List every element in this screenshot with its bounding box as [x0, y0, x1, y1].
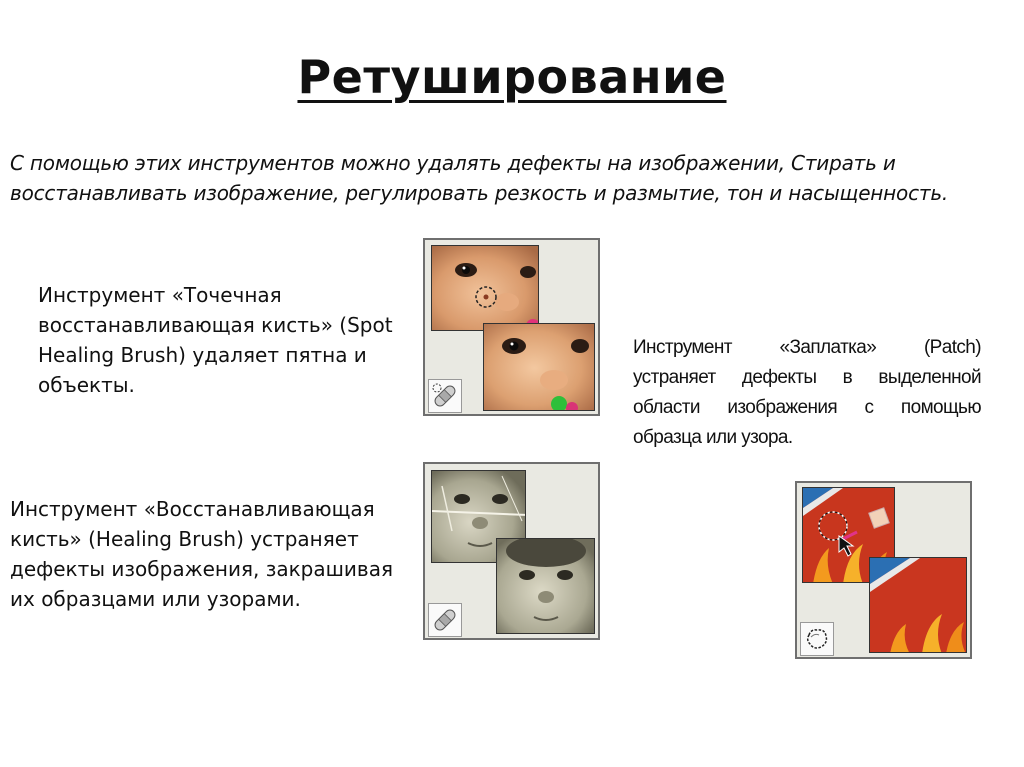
- before-photo: [431, 245, 539, 331]
- patch-icon: [800, 622, 834, 656]
- after-photo: [869, 557, 967, 653]
- patch-tool-description: Инструмент «Заплатка» (Patch) устраняет дефекты в выделенной области изображения с помощью образца или узора.: [633, 337, 981, 448]
- healing-brush-figure: [423, 462, 600, 640]
- bandage-icon: [428, 603, 462, 637]
- spot-healing-figure: [423, 238, 600, 416]
- bandage-icon: [428, 379, 462, 413]
- intro-text: С помощью этих инструментов можно удалять дефекты на изображении, Стирать и восстанавливать изображение, регулировать резкость и размытие, тон и насыщенность.: [10, 151, 949, 205]
- after-photo: [483, 323, 595, 411]
- healing-brush-description: Инструмент «Восстанавливающая кисть» (Healing Brush) устраняет дефекты изображения, закрашивая их образцами или узорами.: [10, 497, 394, 611]
- slide-title: Ретуширование: [297, 50, 727, 104]
- patch-tool-figure: [795, 481, 972, 659]
- spot-healing-description: Инструмент «Точечная восстанавливающая кисть» (Spot Healing Brush) удаляет пятна и объекты.: [38, 283, 393, 397]
- after-photo: [496, 538, 595, 634]
